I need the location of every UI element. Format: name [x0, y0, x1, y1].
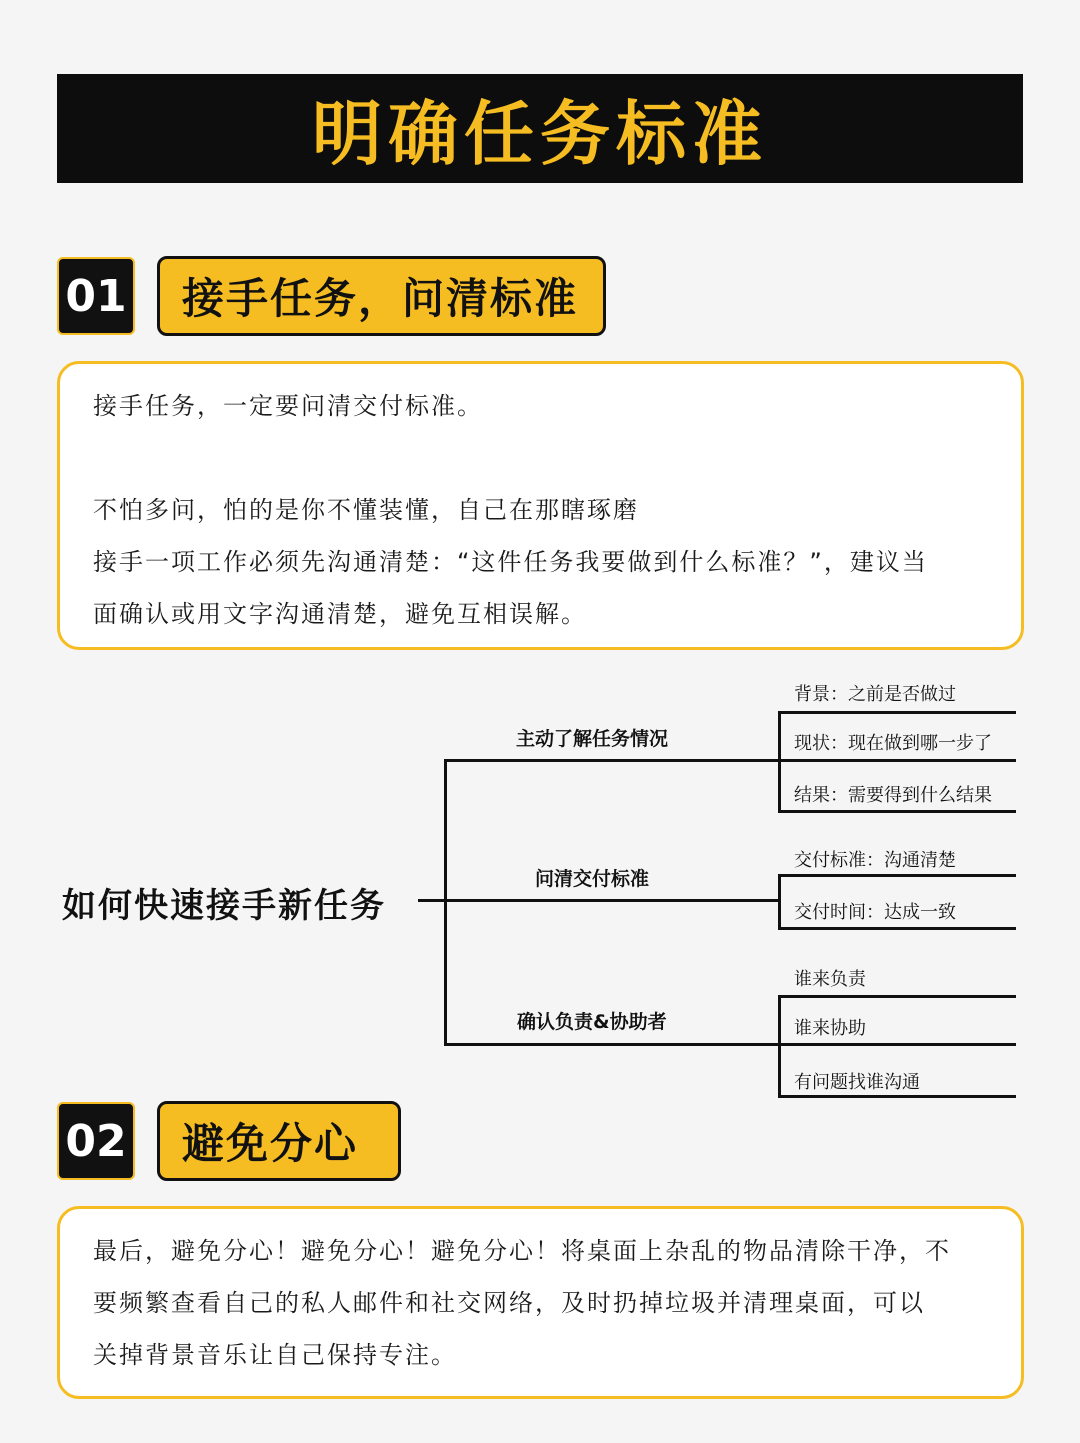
- mindmap-branch: 主动了解任务情况: [516, 728, 669, 750]
- mindmap-leaf: 交付标准：沟通清楚: [794, 850, 956, 871]
- card-line: 关掉背景音乐让自己保持专注。: [93, 1341, 457, 1369]
- mindmap-leaf: 结果：需要得到什么结果: [794, 785, 992, 806]
- mindmap-leaf: 谁来负责: [794, 969, 866, 990]
- section-heading-02: 避免分心: [157, 1101, 401, 1181]
- mindmap-leaf: 现状：现在做到哪一步了: [794, 733, 992, 754]
- mindmap-leaf: 有问题找谁沟通: [794, 1072, 920, 1093]
- section-card-01: [57, 361, 1024, 650]
- connector: [778, 995, 781, 1097]
- page-title: 明确任务标准: [312, 93, 768, 175]
- connector: [778, 927, 1016, 930]
- card-line: 接手一项工作必须先沟通清楚：“这件任务我要做到什么标准？”，建议当: [93, 548, 928, 576]
- section-heading-01: 接手任务，问清标准: [157, 256, 606, 336]
- connector: [778, 874, 781, 929]
- connector: [778, 995, 1016, 998]
- connector: [444, 759, 780, 762]
- card-line: 接手任务，一定要问清交付标准。: [93, 392, 483, 420]
- connector: [778, 1095, 1016, 1098]
- mindmap-leaf: 谁来协助: [794, 1018, 866, 1039]
- connector: [418, 899, 446, 902]
- mindmap-branch: 问清交付标准: [535, 868, 650, 890]
- mindmap-branch: 确认负责&协助者: [517, 1011, 667, 1033]
- mindmap-leaf: 交付时间：达成一致: [794, 902, 956, 923]
- connector: [778, 759, 1016, 762]
- connector: [444, 759, 447, 1045]
- card-line: 最后，避免分心！避免分心！避免分心！将桌面上杂乱的物品清除干净，不: [93, 1237, 951, 1265]
- connector: [778, 874, 1016, 877]
- section-card-02: [57, 1206, 1024, 1399]
- connector: [778, 711, 1016, 714]
- card-line: 要频繁查看自己的私人邮件和社交网络，及时扔掉垃圾并清理桌面，可以: [93, 1289, 925, 1317]
- mindmap-root: 如何快速接手新任务: [62, 886, 386, 926]
- mindmap-leaf: 背景：之前是否做过: [794, 684, 956, 705]
- connector: [444, 1043, 780, 1046]
- section-number-02: 02: [57, 1102, 135, 1180]
- card-line: 面确认或用文字沟通清楚，避免互相误解。: [93, 600, 587, 628]
- title-banner: [57, 74, 1023, 183]
- connector: [778, 810, 1016, 813]
- section-number-01: 01: [57, 257, 135, 335]
- card-line: 不怕多问，怕的是你不懂装懂，自己在那瞎琢磨: [93, 496, 639, 524]
- connector: [444, 899, 780, 902]
- connector: [778, 1043, 1016, 1046]
